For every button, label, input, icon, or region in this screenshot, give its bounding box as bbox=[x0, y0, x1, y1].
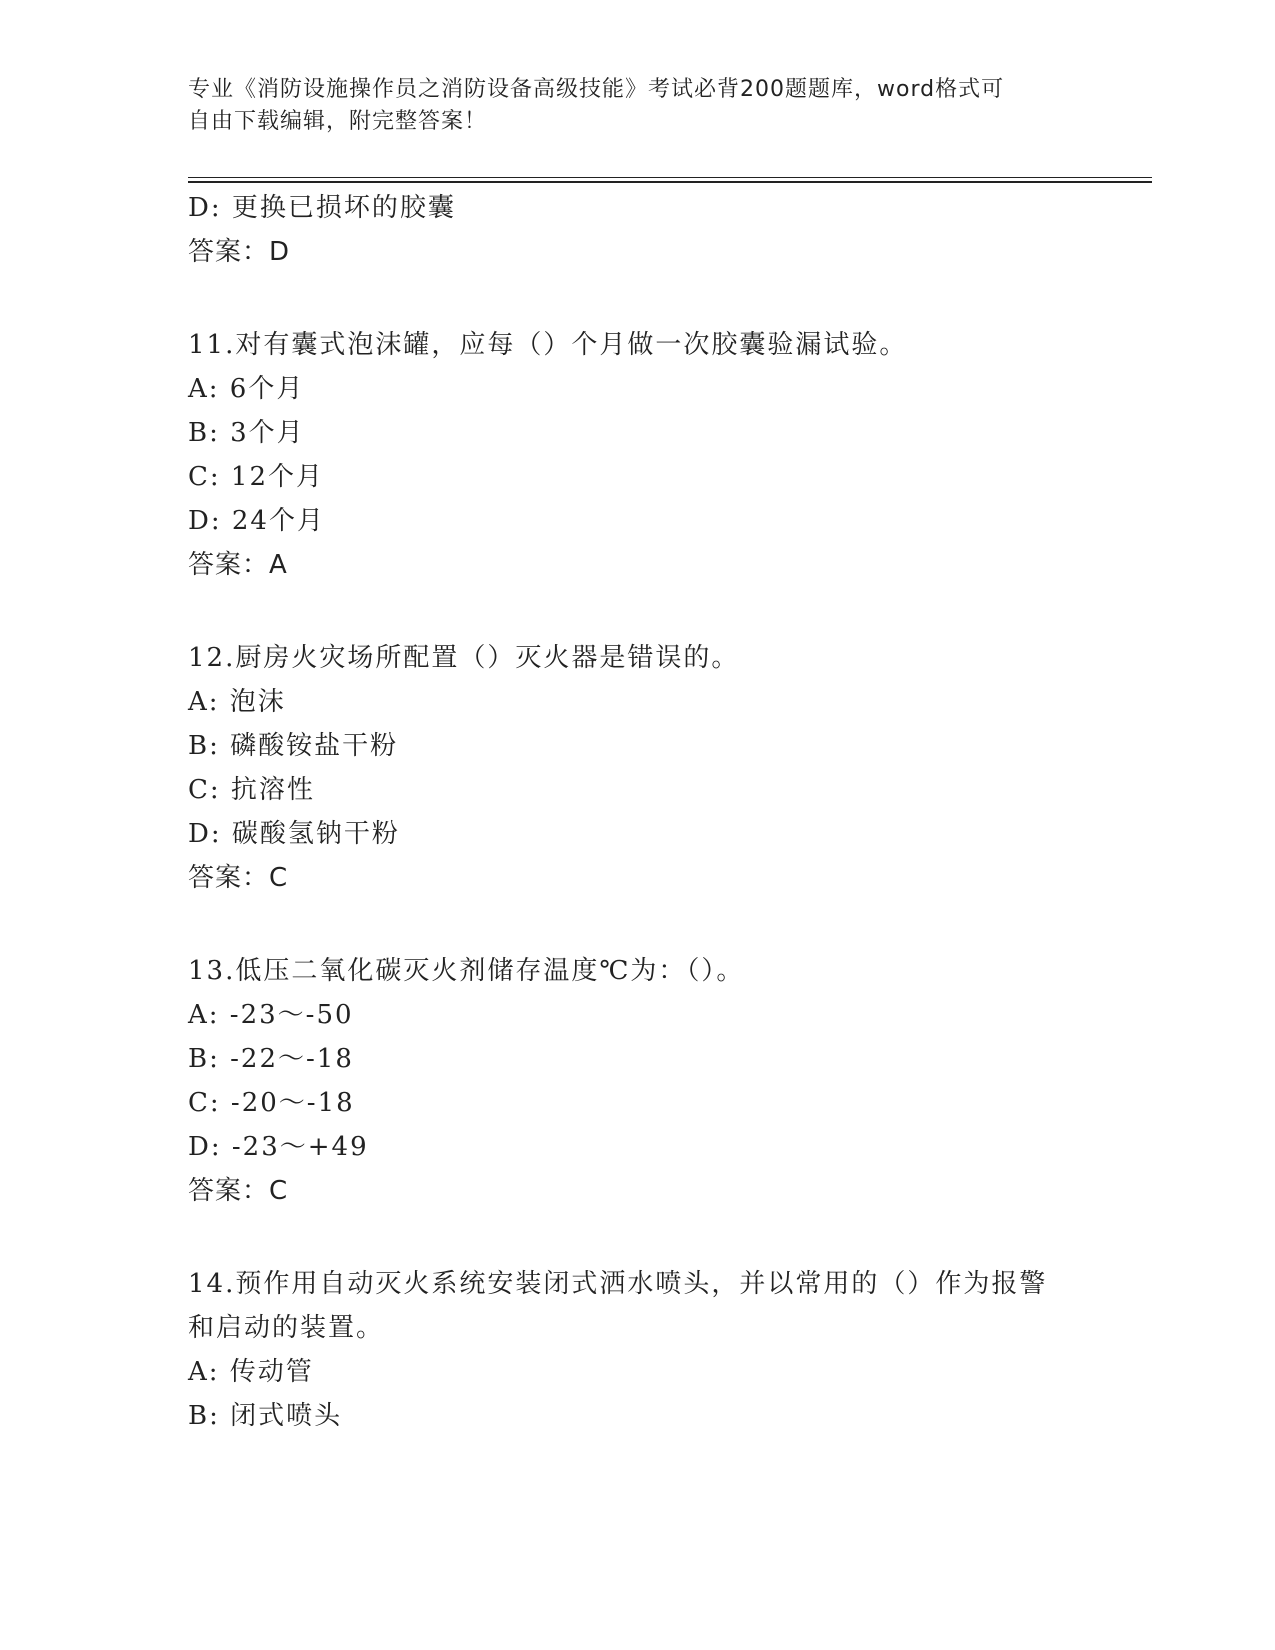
q12-option-d: D: 碳酸氢钠干粉 bbox=[188, 819, 400, 849]
q13-option-c: C: -20～-18 bbox=[188, 1088, 355, 1118]
q12-answer: 答案：C bbox=[188, 863, 289, 893]
q13-option-a: A: -23～-50 bbox=[188, 1000, 354, 1030]
q10-option-d: D: 更换已损坏的胶囊 bbox=[188, 193, 456, 223]
q12-stem: 12.厨房火灾场所配置（）灭火器是错误的。 bbox=[188, 643, 740, 673]
q13-answer: 答案：C bbox=[188, 1176, 289, 1206]
q14-option-a: A: 传动管 bbox=[188, 1357, 314, 1387]
header-divider-thick bbox=[188, 181, 1152, 183]
header-line-2: 自由下载编辑，附完整答案！ bbox=[188, 109, 488, 134]
header-divider-thin bbox=[188, 177, 1152, 178]
header-line-1: 专业《消防设施操作员之消防设备高级技能》考试必背200题题库，word格式可 bbox=[188, 77, 1005, 102]
q12-option-c: C: 抗溶性 bbox=[188, 775, 315, 805]
q10-answer: 答案：D bbox=[188, 237, 291, 267]
q11-option-a: A: 6个月 bbox=[188, 374, 305, 404]
q11-answer: 答案：A bbox=[188, 550, 288, 580]
q13-stem: 13.低压二氧化碳灭火剂储存温度℃为：（）。 bbox=[188, 956, 745, 986]
q11-stem: 11.对有囊式泡沫罐，应每（）个月做一次胶囊验漏试验。 bbox=[188, 330, 908, 360]
q12-option-a: A: 泡沫 bbox=[188, 687, 286, 717]
document-header bbox=[188, 74, 1068, 138]
q13-option-b: B: -22～-18 bbox=[188, 1044, 354, 1074]
q11-option-c: C: 12个月 bbox=[188, 462, 325, 492]
q14-option-b: B: 闭式喷头 bbox=[188, 1401, 343, 1431]
q11-option-b: B: 3个月 bbox=[188, 418, 305, 448]
q13-option-d: D: -23～+49 bbox=[188, 1132, 369, 1162]
q12-option-b: B: 磷酸铵盐干粉 bbox=[188, 731, 399, 761]
q14-stem-line-2: 和启动的装置。 bbox=[188, 1313, 385, 1343]
q14-stem-line-1: 14.预作用自动灭火系统安装闭式洒水喷头，并以常用的（）作为报警 bbox=[188, 1269, 1048, 1299]
q11-option-d: D: 24个月 bbox=[188, 506, 325, 536]
